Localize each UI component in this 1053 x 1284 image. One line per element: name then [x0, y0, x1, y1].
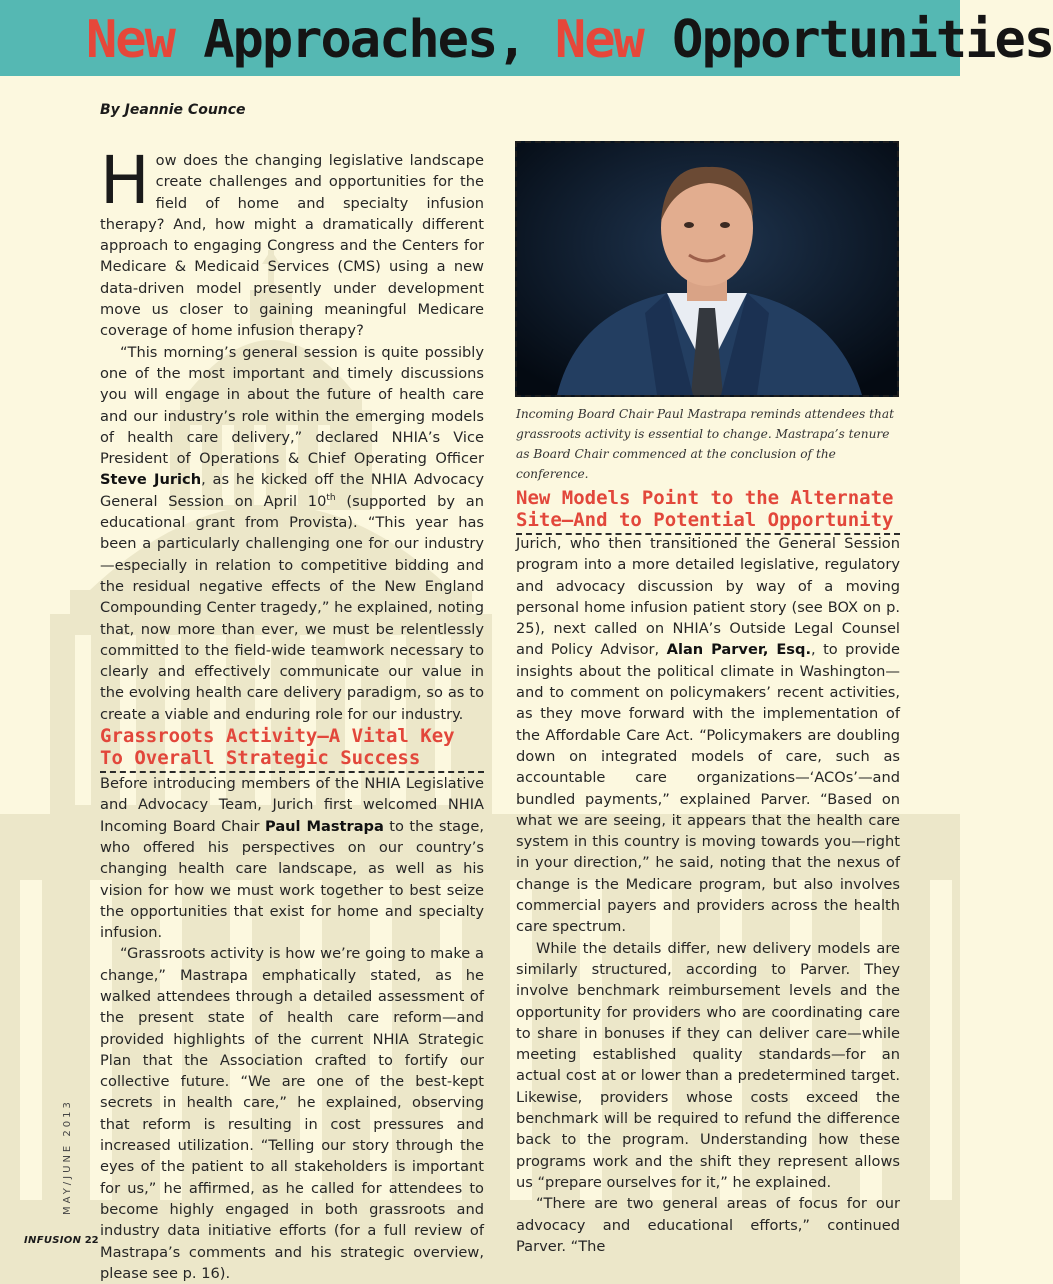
drop-cap: H: [100, 142, 150, 219]
mastrapa-intro-paragraph: [100, 773, 484, 943]
delivery-models-paragraph: While the details differ, new delivery models are similarly structured, according to Parver. They involve benchmark reimbursement levels and the opportunity for providers who are coordinating care to share in bonuses if they can deliver care—while meeting established quality standards—for an actual cost at or lower than a predetermined target. Likewise, providers whose costs exceed the benchmark will be required to refund the difference back to the program. Understanding how these programs work and the shift they represent allows us “prepare ourselves for it,” he explained.: [516, 939, 900, 1191]
title-word-opportunities: Opportunities: [642, 10, 1053, 70]
paragraph-text: Before introducing members of the NHIA Legislative and Advocacy Team, Jurich first welcomed NHIA Incoming Board Chair: [100, 775, 484, 835]
page-number: 22: [84, 1235, 99, 1246]
subhead-new-models: New Models Point to the Alternate Site—And to Potential Opportunity: [516, 487, 900, 535]
superscript-th: th: [326, 492, 336, 503]
bold-name-steve-jurich: Steve Jurich: [100, 471, 202, 489]
paragraph-text: to the stage, who offered his perspectives on our country’s changing health care landscape, as well as his vision for how we must work together to best seize the opportunities that exist for home and specialty infusion.: [100, 817, 484, 942]
issue-date: MAY/JUNE 2013: [62, 1099, 73, 1215]
bold-name-paul-mastrapa: Paul Mastrapa: [265, 817, 384, 835]
left-column: [100, 142, 485, 1284]
paragraph-text: “This morning’s general session is quite possibly one of the most important and timely discussions you will engage in about the future of health care and our industry’s role within the emerging models of health care delivery,” declared NHIA’s Vice President of Operations & Chief Operating Officer: [100, 343, 484, 468]
photo-caption: Incoming Board Chair Paul Mastrapa reminds attendees that grassroots activity is essential to change. Mastrapa’s tenure as Board Chair commenced at the conclusion of the conference.: [516, 407, 895, 481]
subhead-grassroots: Grassroots Activity—A Vital Key To Overall Strategic Success: [100, 725, 484, 773]
title-banner: [0, 0, 1053, 76]
title-word-approaches: Approaches,: [173, 10, 555, 70]
speaker-portrait-icon: [517, 143, 897, 395]
paragraph-text: , to provide insights about the political climate in Washington—and to comment on policymakers’ recent activities, as they move forward with the implementation of the Affordable Care Act. “Policymakers are doubling down on integrated models of care, such as accountable care organizations—‘ACOs’—and bundled payments,” explained Parver. “Based on what we are seeing, it appears that the health care system in this country is moving towards you—right in your direction,” he said, noting that the nexus of change is the Medicare program, but also involves commercial payers and providers across the health care spectrum.: [516, 641, 900, 936]
jurich-quote-paragraph: [100, 342, 484, 725]
title-word-new-1: New: [86, 10, 174, 70]
title-word-new-2: New: [554, 10, 643, 70]
intro-text: ow does the changing legislative landscape create challenges and opportunities for the field of home and specialty infusion therapy? And, how might a dramatically different approach to engaging Congress and the Centers for Medicare & Medicaid Services (CMS) using a new data-driven model presently under development move us closer to gaining meaningful Medicare coverage of home infusion therapy?: [100, 152, 484, 340]
grassroots-quote-paragraph: “Grassroots activity is how we’re going to make a change,” Mastrapa emphatically stated, as he walked attendees through a detailed assessment of the present state of health care reform—and provided highlights of the current NHIA Strategic Plan that the Association crafted to fortify our collective future. “We are one of the best-kept secrets in health care,” he explained, observing that reform is resulting in cost pressures and increased utilization. “Telling our story through the eyes of the patient to all stakeholders is important for us,” he affirmed, as he called for attendees to become highly engaged in both grassroots and industry data initiative efforts (for a full review of Mastrapa’s comments and his strategic overview, please see p. 16).: [100, 945, 484, 1282]
speaker-photo: [515, 141, 899, 397]
paragraph-text: (supported by an educational grant from Provista). “This year has been a particularly challenging one for our industry—especially in relation to competitive bidding and the residual negative effects of the New England Compounding Center tragedy,” he explained, noting that, now more than ever, we must be relentlessly committed to the field-wide teamwork necessary to clearly and effectively communicate our value in the evolving health care delivery paradigm, so as to create a viable and enduring role for our industry.: [100, 492, 484, 723]
intro-paragraph: [100, 142, 484, 342]
focus-areas-paragraph: “There are two general areas of focus for our advocacy and educational efforts,” continued Parver. “The: [516, 1195, 900, 1255]
page-footer: [24, 1235, 99, 1246]
article-title: [86, 2, 1053, 78]
right-column: [516, 533, 900, 1257]
bold-name-alan-parver: Alan Parver, Esq.: [666, 641, 811, 659]
byline: By Jeannie Counce: [100, 102, 246, 118]
paragraph-text: , as he kicked off the NHIA Advocacy General Session on April 10: [100, 471, 485, 510]
parver-intro-paragraph: [516, 533, 900, 938]
paragraph-text: Jurich, who then transitioned the General Session program into a more detailed legislative, regulatory and advocacy discussion by way of a moving personal home infusion patient story (see BOX on p. 25), next called on NHIA’s Outside Legal Counsel and Policy Advisor,: [516, 535, 900, 659]
magazine-logo: INFUSION: [24, 1235, 82, 1246]
